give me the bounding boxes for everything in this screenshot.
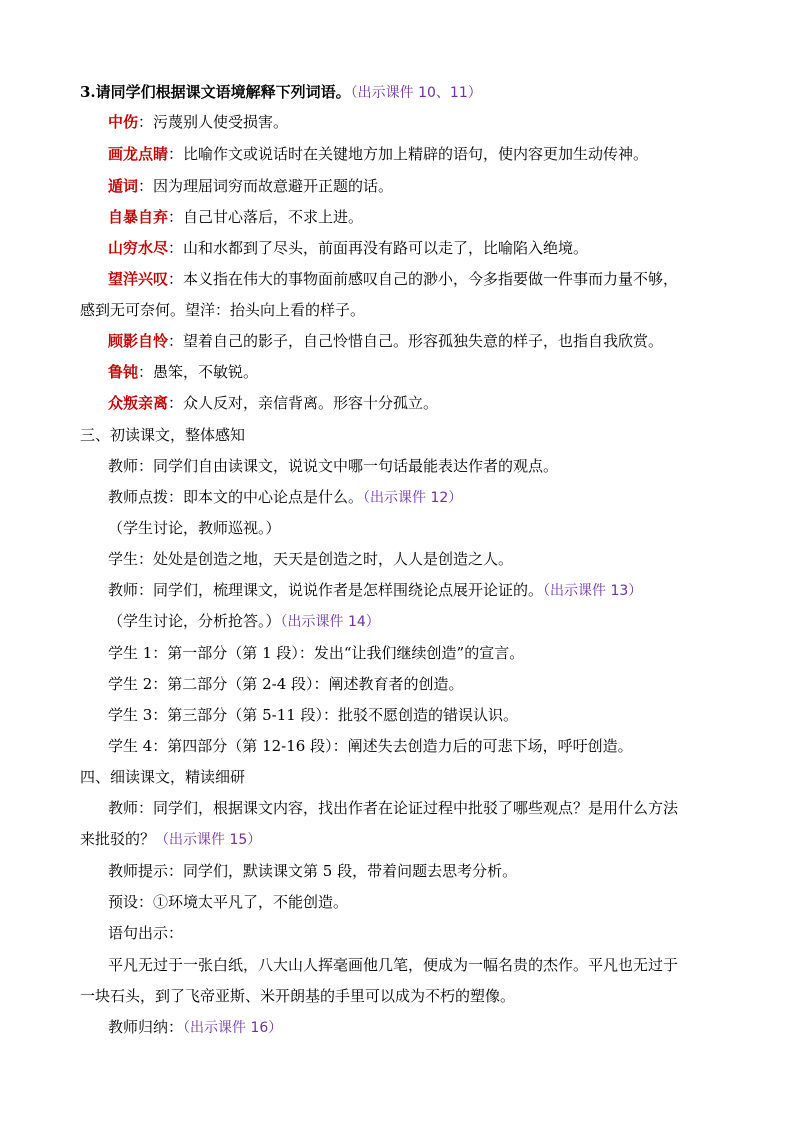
vocab-def: ：污蔑别人使受损害。	[138, 113, 289, 131]
section3-title: 3.请同学们根据课文语境解释下列词语。（出示课件 10、11）	[80, 83, 482, 101]
courseware-ref: （出示课件 13）	[543, 583, 643, 599]
paragraph: 来批驳的？（出示课件 15）	[80, 830, 262, 848]
vocab-def: ：众人反对，亲信背离。形容十分孤立。	[168, 394, 439, 412]
paragraph: 学生 4：第四部分（第 12-16 段）：阐述失去创造力后的可悲下场，呼吁创造。	[108, 737, 633, 755]
vocab-item-4	[108, 207, 714, 227]
paragraph: （学生讨论，分析抢答。）（出示课件 14）	[108, 612, 380, 630]
vocab-def: ：比喻作文或说话时在关键地方加上精辟的语句，使内容更加生动传神。	[168, 145, 649, 163]
vocab-def: ：山和水都到了尽头，前面再没有路可以走了，比喻陷入绝境。	[168, 239, 589, 257]
vocab-term: 顾影自怜	[108, 332, 169, 350]
vocab-item-7	[108, 331, 714, 351]
paragraph: 教师提示：同学们，默读课文第 5 段，带着问题去思考分析。	[108, 862, 518, 880]
vocab-item-3	[108, 176, 714, 196]
vocab-def: ：愚笨，不敏锐。	[138, 363, 259, 381]
vocab-item-6-cont: 感到无可奈何。望洋：抬头向上看的样子。	[80, 301, 366, 319]
paragraph: 教师：同学们自由读课文，说说文中哪一句话最能表达作者的观点。	[108, 457, 559, 475]
vocab-term: 望洋兴叹	[108, 270, 169, 288]
courseware-ref: （出示课件 14）	[280, 614, 380, 630]
vocab-term: 自暴自弃	[108, 208, 169, 226]
section-heading-3: 三、初读课文，整体感知	[80, 426, 246, 444]
vocab-term: 鲁钝	[108, 363, 139, 381]
paragraph: 语句出示：	[108, 924, 184, 942]
vocab-item-1	[108, 112, 714, 132]
courseware-ref: （出示课件 10、11）	[350, 85, 482, 101]
vocab-def: ：本义指在伟大的事物面前感叹自己的渺小，今多指要做一件事而力量不够，	[168, 270, 679, 288]
vocab-term: 画龙点睛	[108, 145, 169, 163]
vocab-term: 中伤	[108, 113, 139, 131]
paragraph: （学生讨论，教师巡视。）	[108, 519, 281, 537]
paragraph: 学生 3：第三部分（第 5-11 段）：批驳不愿创造的错误认识。	[108, 706, 519, 724]
vocab-item-6	[108, 269, 714, 289]
vocab-item-8	[108, 362, 714, 382]
paragraph: 教师点拨：即本文的中心论点是什么。（出示课件 12）	[108, 488, 463, 506]
vocab-item-5	[108, 238, 714, 258]
vocab-term: 遁词	[108, 177, 139, 195]
vocab-def: ：自己甘心落后，不求上进。	[168, 208, 364, 226]
paragraph: 教师归纳：（出示课件 16）	[108, 1018, 283, 1036]
quote: 平凡无过于一张白纸，八大山人挥毫画他几笔，便成为一幅名贵的杰作。平凡也无过于	[108, 956, 679, 974]
vocab-def: ：望着自己的影子，自己怜惜自己。形容孤独失意的样子，也指自我欣赏。	[168, 332, 664, 350]
courseware-ref: （出示课件 12）	[363, 490, 463, 506]
paragraph: 预设：①环境太平凡了，不能创造。	[108, 893, 349, 911]
vocab-term: 山穷水尽	[108, 239, 169, 257]
vocab-item-2	[108, 144, 714, 164]
vocab-item-9	[108, 393, 714, 413]
quote: 一块石头，到了飞帝亚斯、米开朗基的手里可以成为不朽的塑像。	[80, 987, 516, 1005]
courseware-ref: （出示课件 16）	[183, 1020, 283, 1036]
paragraph: 教师：同学们，根据课文内容，找出作者在论证过程中批驳了哪些观点？是用什么方法	[108, 799, 679, 817]
vocab-def: ：因为理屈词穷而故意避开正题的话。	[138, 177, 394, 195]
paragraph: 学生：处处是创造之地，天天是创造之时，人人是创造之人。	[108, 550, 514, 568]
paragraph: 学生 1：第一部分（第 1 段）：发出“让我们继续创造”的宣言。	[108, 644, 525, 662]
section-heading-4: 四、细读课文，精读细研	[80, 768, 246, 786]
paragraph: 教师：同学们，梳理课文，说说作者是怎样围绕论点展开论证的。（出示课件 13）	[108, 581, 643, 599]
courseware-ref: （出示课件 15）	[155, 832, 262, 848]
paragraph: 学生 2：第二部分（第 2-4 段）：阐述教育者的创造。	[108, 675, 464, 693]
vocab-term: 众叛亲离	[108, 394, 169, 412]
